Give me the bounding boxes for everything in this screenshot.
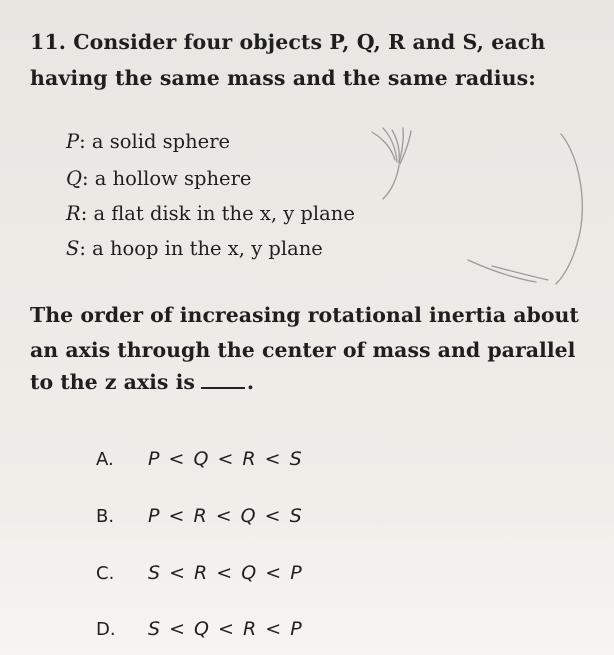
- stem-line-2: an axis through the center of mass and parallel: [30, 338, 576, 362]
- object-desc-r: : a flat disk in the x, y plane: [80, 202, 355, 225]
- choice-d-text: S < Q < R < P: [148, 618, 302, 640]
- choice-d-letter: D.: [96, 619, 116, 640]
- choice-c-text: S < R < Q < P: [148, 562, 302, 584]
- object-key-p: P: [66, 130, 80, 153]
- stem-period: .: [246, 370, 255, 394]
- object-key-q: Q: [66, 167, 82, 190]
- object-desc-p: : a solid sphere: [79, 130, 231, 153]
- choice-a-letter: A.: [96, 449, 114, 470]
- object-desc-s: : a hoop in the x, y plane: [79, 237, 323, 260]
- stem-line-1: The order of increasing rotational inertia about: [30, 303, 579, 327]
- object-desc-q: : a hollow sphere: [82, 167, 252, 190]
- choice-b-letter: B.: [96, 506, 115, 527]
- question-line-1: 11. Consider four objects P, Q, R and S, each: [30, 30, 546, 54]
- choice-a-text: P < Q < R < S: [148, 448, 302, 470]
- question-line-2: having the same mass and the same radius:: [30, 66, 536, 90]
- choice-c-letter: C.: [96, 563, 115, 584]
- object-key-s: S: [66, 237, 80, 260]
- object-key-r: R: [66, 202, 81, 225]
- stem-line-3-text: to the z axis is: [30, 370, 195, 394]
- choice-b-text: P < R < Q < S: [148, 505, 302, 527]
